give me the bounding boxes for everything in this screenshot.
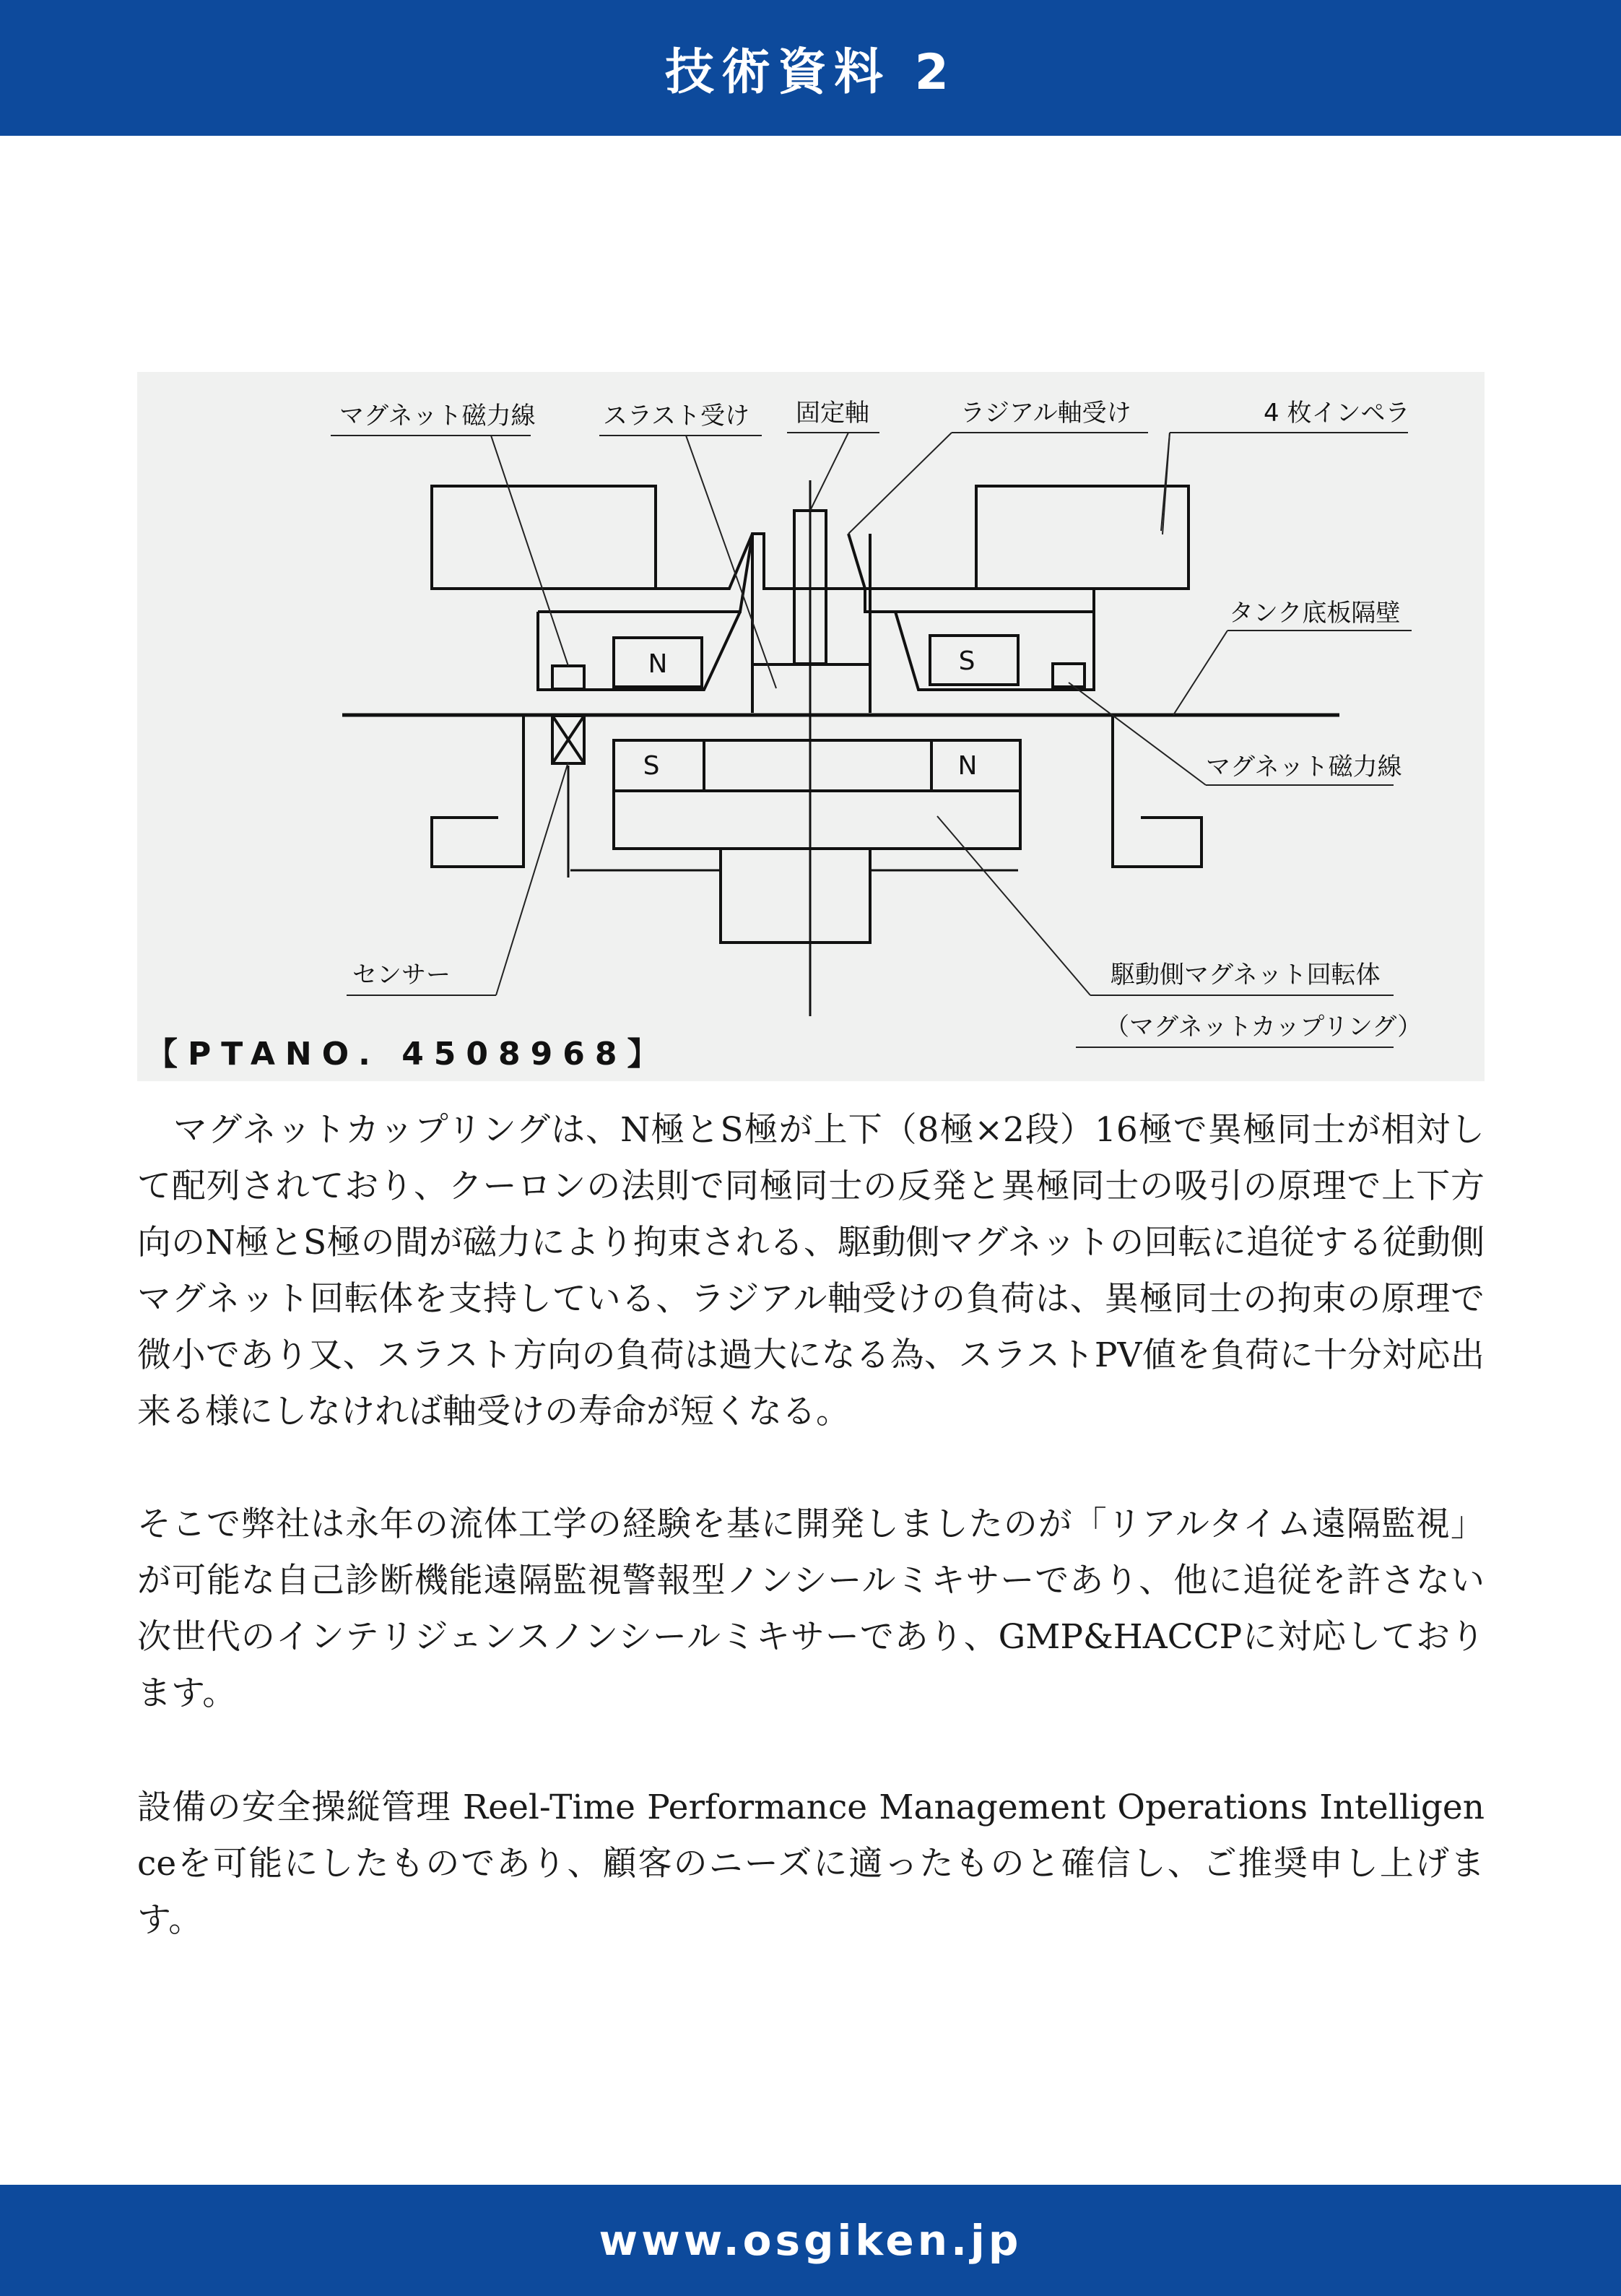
pole-lower-s: S — [643, 751, 660, 781]
pole-upper-s: S — [958, 646, 975, 676]
patent-number: 【PTANO. 4508968】 — [146, 1036, 669, 1073]
label-magnet-line-top: マグネット磁力線 — [339, 402, 536, 430]
drive-rotor-lower — [614, 791, 1020, 849]
header-band — [0, 0, 1621, 136]
pole-lower-n: N — [957, 751, 978, 781]
label-magnet-line-right: マグネット磁力線 — [1206, 753, 1402, 781]
label-coupling: （マグネットカップリング） — [1105, 1013, 1422, 1041]
label-impeller: 4 枚インペラ — [1264, 399, 1410, 428]
label-sensor: センサー — [352, 961, 451, 989]
website-url: www.osgiken.jp — [599, 2216, 1022, 2265]
pole-upper-n: N — [648, 649, 668, 679]
paragraph-remote-monitoring: そこで弊社は永年の流体工学の経験を基に開発しましたのが「リアルタイム遠隔監視」が可能な自己診断機能遠隔監視警報型ノンシールミキサーであり、他に追従を許さない次世代のインテリジェンスノンシールミキサーであり、GMP&HACCPに対応しております。 — [137, 1504, 1485, 1713]
paragraph-magnet-coupling: マグネットカップリングは、N極とS極が上下（8極×2段）16極で異極同士が相対して配列されており、クーロンの法則で同極同士の反発と異極同士の吸引の原理で上下方向のN極とS極の間が磁力により拘束される、駆動側マグネットの回転に追従する従動側マグネット回転体を支持している、ラジアル軸受けの負荷は、異極同士の拘束の原理で微小であり又、スラスト方向の負荷は過大になる為、スラストPV値を負荷に十分対応出来る様にしなければ軸受けの寿命が短くなる。 — [137, 1110, 1485, 1431]
page-title: 技術資料 2 — [665, 43, 956, 101]
drive-hub — [721, 849, 870, 943]
label-fixed-shaft: 固定軸 — [796, 399, 869, 428]
label-tank-wall: タンク底板隔壁 — [1229, 599, 1401, 628]
upper-rotor-right — [538, 534, 1094, 690]
impeller-block-right — [976, 486, 1188, 589]
upper-rotor-left — [538, 612, 740, 690]
impeller-block-left — [432, 486, 656, 589]
paragraph-management: 設備の安全操縦管理 Reel-Time Performance Management Operations Intelligenceを可能にしたものであり、顧客のニーズに適ったものと確信し、ご推奨申し上げます。 — [137, 1788, 1485, 1940]
label-thrust-bearing: スラスト受け — [603, 402, 749, 430]
technical-diagram — [137, 372, 1485, 1081]
magnet-coupling-diagram — [137, 372, 1485, 1081]
label-drive-rotor: 駆動側マグネット回転体 — [1111, 961, 1381, 989]
footer-band — [0, 2185, 1621, 2296]
label-radial-bearing: ラジアル軸受け — [960, 399, 1131, 428]
